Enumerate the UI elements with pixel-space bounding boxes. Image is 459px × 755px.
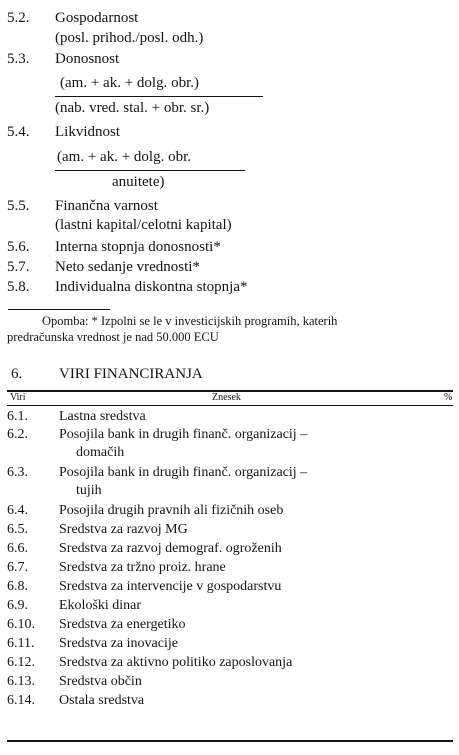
note-line-1: Opomba: * Izpolni se le v investicijskih programih, katerih bbox=[42, 314, 338, 328]
table-row-number: 6.10. bbox=[7, 617, 35, 632]
table-row-label: Sredstva za intervencije v gospodarstvu bbox=[59, 579, 282, 594]
table-row-number: 6.2. bbox=[7, 427, 28, 442]
table-row-number: 6.7. bbox=[7, 560, 28, 575]
table-row-label: Sredstva za aktivno politiko zaposlovanja bbox=[59, 655, 293, 670]
table-row-label: Posojila bank in drugih finanč. organizacij – bbox=[59, 427, 308, 442]
item-5-4-fraction-bar bbox=[55, 170, 245, 171]
item-5-3-fraction-bar bbox=[55, 96, 263, 97]
item-5-3-denominator: (nab. vred. stal. + obr. sr.) bbox=[55, 100, 210, 116]
table-row-number: 6.9. bbox=[7, 598, 28, 613]
table-row-number: 6.13. bbox=[7, 674, 35, 689]
table-row-number: 6.8. bbox=[7, 579, 28, 594]
item-5-5-number: 5.5. bbox=[7, 198, 30, 214]
item-5-6-number: 5.6. bbox=[7, 239, 30, 255]
item-5-8-title: Individualna diskontna stopnja* bbox=[55, 279, 248, 295]
table-row-number: 6.1. bbox=[7, 409, 28, 424]
table-row-number: 6.14. bbox=[7, 693, 35, 708]
table-row-label: Sredstva za razvoj demograf. ogroženih bbox=[59, 541, 282, 556]
section-6-title: VIRI FINANCIRANJA bbox=[59, 366, 203, 382]
item-5-4-denominator: anuitete) bbox=[112, 174, 165, 190]
note-divider bbox=[8, 309, 110, 310]
item-5-3-title: Donosnost bbox=[55, 51, 120, 67]
table-row-label: Sredstva za inovacije bbox=[59, 636, 178, 651]
table-row-number: 6.12. bbox=[7, 655, 35, 670]
table-header-viri: Viri bbox=[10, 392, 26, 403]
table-row-number: 6.11. bbox=[7, 636, 35, 651]
table-header-percent: % bbox=[444, 392, 453, 403]
item-5-2-formula: (posl. prihod./posl. odh.) bbox=[55, 30, 204, 46]
section-6-number: 6. bbox=[11, 366, 23, 382]
item-5-2-number: 5.2. bbox=[7, 10, 30, 26]
table-bottom-rule bbox=[7, 740, 453, 742]
item-5-2-title: Gospodarnost bbox=[55, 10, 139, 26]
table-row-label: Sredstva za energetiko bbox=[59, 617, 186, 632]
table-row-label: Sredstva za tržno proiz. hrane bbox=[59, 560, 226, 575]
note-line-2: predračunska vrednost je nad 50.000 ECU bbox=[7, 330, 219, 344]
table-row-number: 6.5. bbox=[7, 522, 28, 537]
item-5-8-number: 5.8. bbox=[7, 279, 30, 295]
item-5-7-title: Neto sedanje vrednosti* bbox=[55, 259, 200, 275]
table-row-number: 6.4. bbox=[7, 503, 28, 518]
table-row-label: Lastna sredstva bbox=[59, 409, 146, 424]
item-5-3-numerator: (am. + ak. + dolg. obr.) bbox=[60, 75, 199, 91]
table-row-label: Posojila drugih pravnih ali fizičnih oseb bbox=[59, 503, 284, 518]
item-5-4-numerator: (am. + ak. + dolg. obr. bbox=[57, 149, 191, 165]
table-row-label: Posojila bank in drugih finanč. organizacij – bbox=[59, 465, 308, 480]
item-5-3-number: 5.3. bbox=[7, 51, 30, 67]
item-5-4-title: Likvidnost bbox=[55, 124, 121, 140]
table-header-rule bbox=[7, 405, 453, 406]
table-row-label: Ostala sredstva bbox=[59, 693, 145, 708]
table-header-znesek: Znesek bbox=[212, 392, 241, 403]
table-row-label-continued: domačih bbox=[76, 445, 125, 460]
table-row-label: Sredstva za razvoj MG bbox=[59, 522, 188, 537]
table-row-number: 6.3. bbox=[7, 465, 28, 480]
item-5-5-formula: (lastni kapital/celotni kapital) bbox=[55, 217, 232, 233]
item-5-6-title: Interna stopnja donosnosti* bbox=[55, 239, 221, 255]
item-5-5-title: Finančna varnost bbox=[55, 198, 158, 214]
item-5-7-number: 5.7. bbox=[7, 259, 30, 275]
table-row-label: Sredstva občin bbox=[59, 674, 142, 689]
table-row-number: 6.6. bbox=[7, 541, 28, 556]
table-row-label: Ekološki dinar bbox=[59, 598, 142, 613]
item-5-4-number: 5.4. bbox=[7, 124, 30, 140]
table-row-label-continued: tujih bbox=[76, 483, 102, 498]
